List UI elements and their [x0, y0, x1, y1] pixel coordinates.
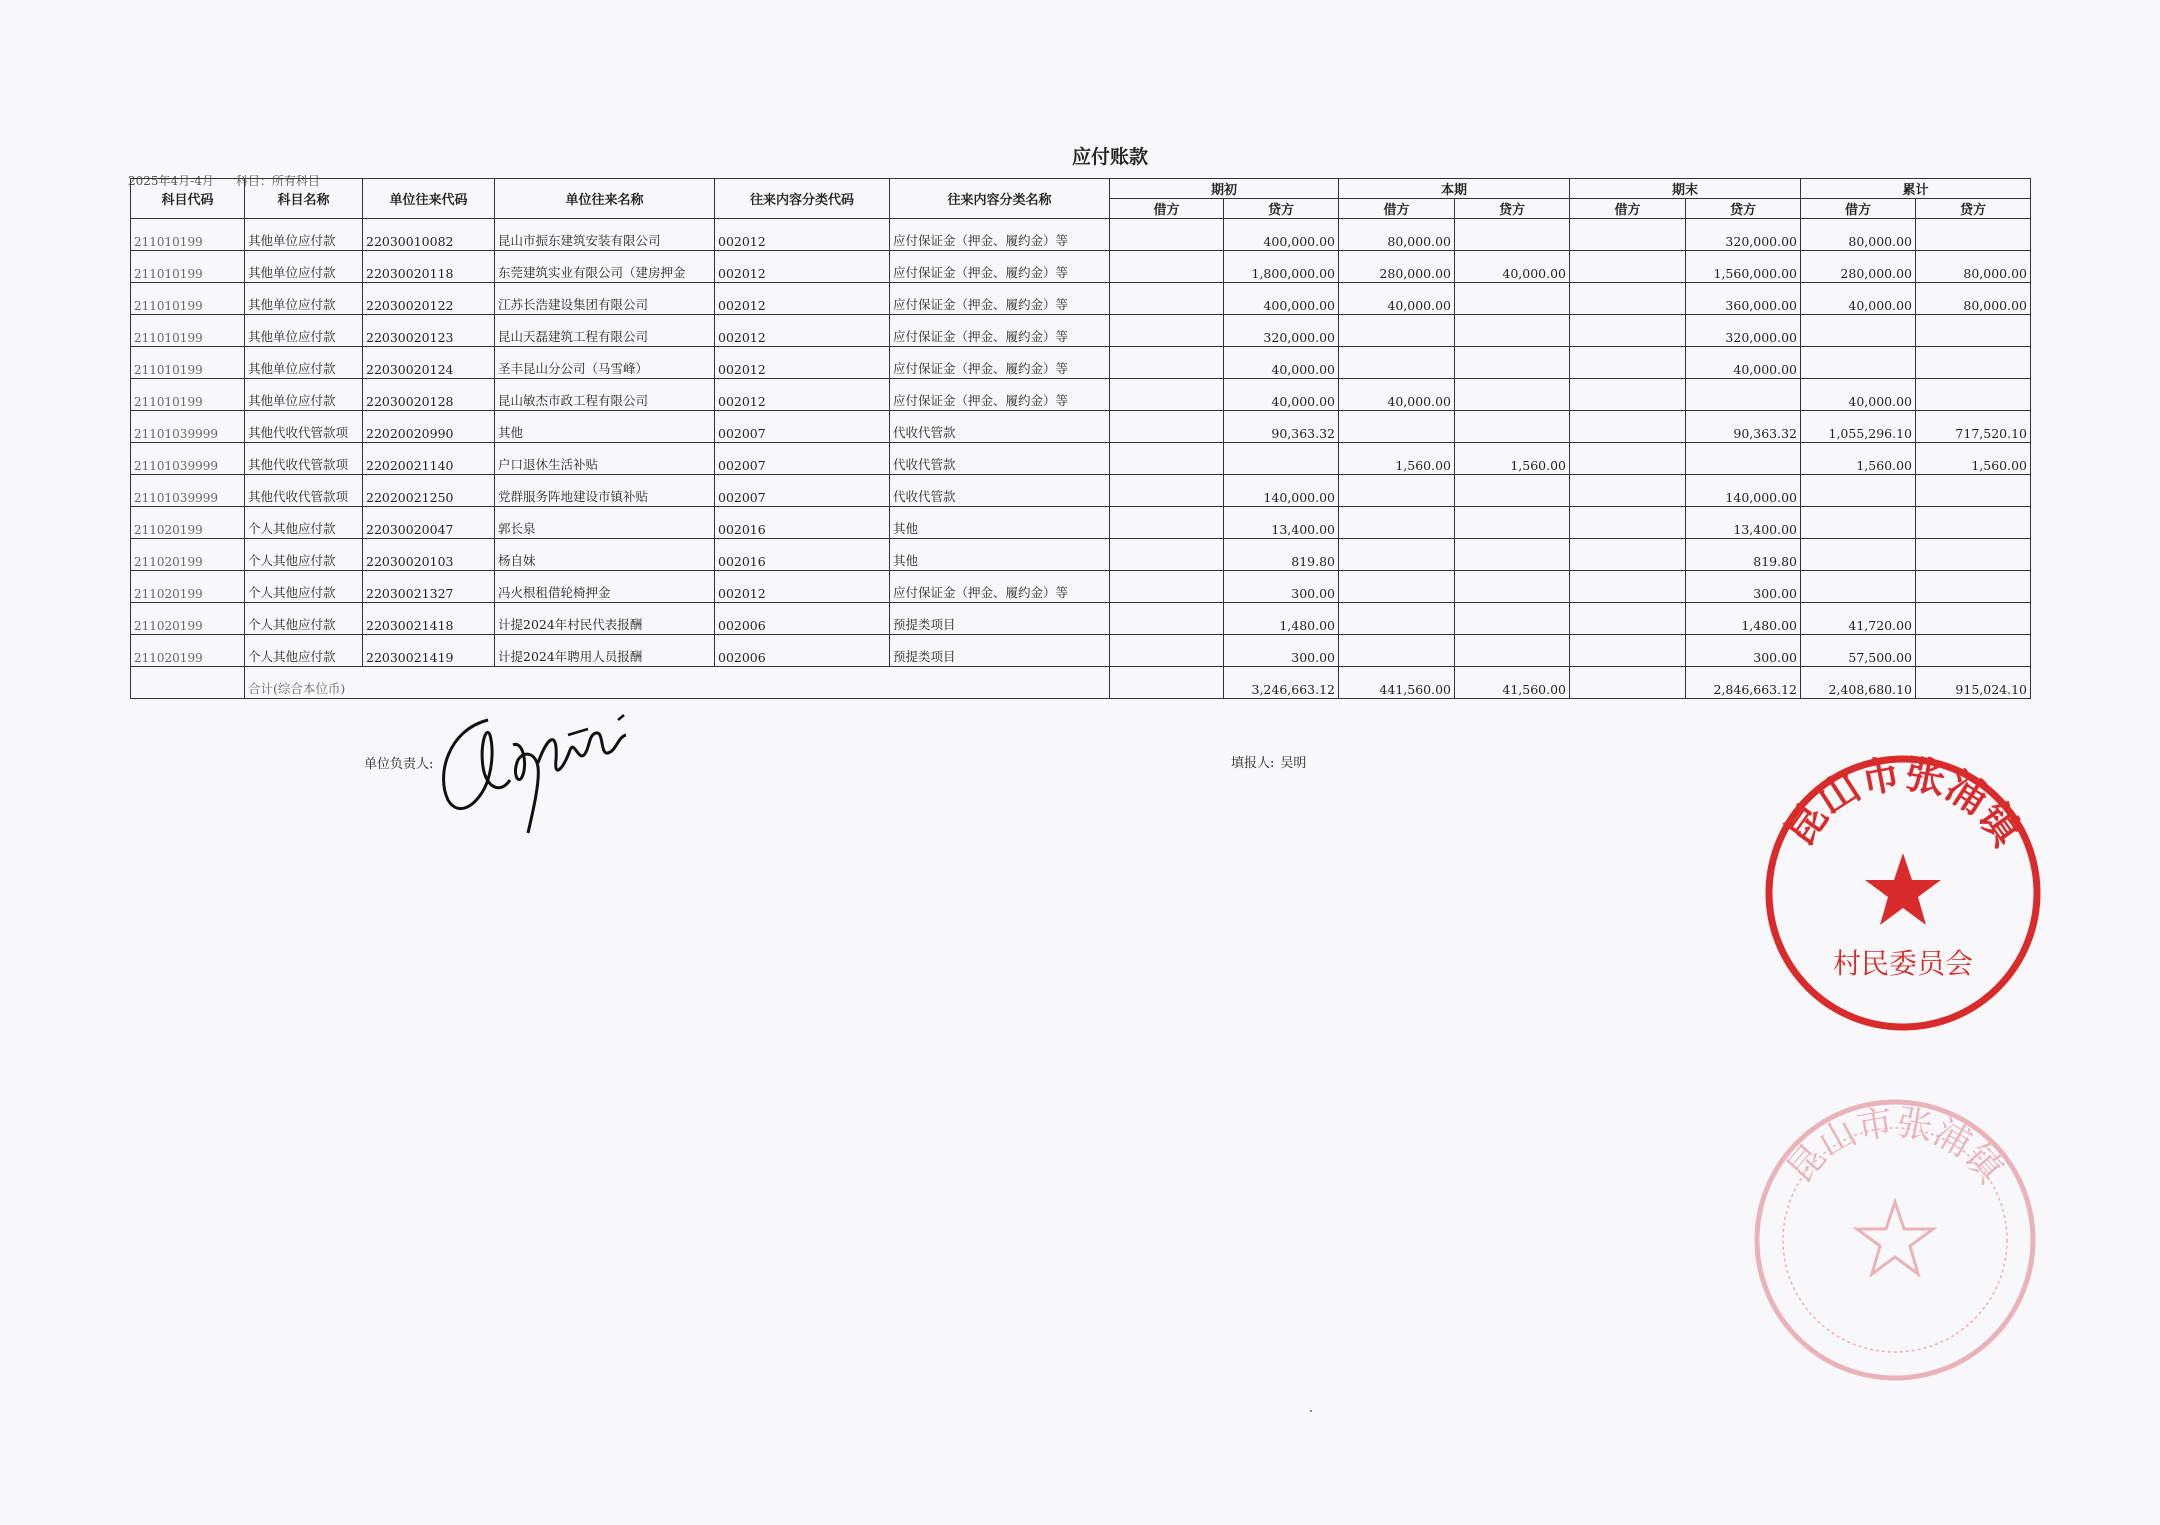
cell-end-dr	[1570, 379, 1686, 411]
cell-unit-code: 22030021419	[363, 635, 495, 667]
total-row	[131, 667, 2031, 699]
cell-cum-dr: 40,000.00	[1801, 379, 1916, 411]
table-row	[131, 475, 2031, 507]
cell-end-cr: 300.00	[1686, 635, 1801, 667]
cell-cum-cr	[1916, 347, 2031, 379]
cell-end-cr: 90,363.32	[1686, 411, 1801, 443]
cell-cat-name: 预提类项目	[890, 635, 1110, 667]
cell-end-cr	[1686, 379, 1801, 411]
cell-end-cr: 40,000.00	[1686, 347, 1801, 379]
cell-name: 个人其他应付款	[245, 507, 363, 539]
total-end-dr	[1570, 667, 1686, 699]
table-row	[131, 603, 2031, 635]
cell-cat-code: 002012	[715, 251, 890, 283]
cell-cum-cr	[1916, 219, 2031, 251]
col-cat-code: 往来内容分类代码	[715, 179, 890, 219]
cell-cur-cr	[1455, 603, 1570, 635]
cell-open-cr: 300.00	[1224, 571, 1339, 603]
cell-end-cr: 320,000.00	[1686, 219, 1801, 251]
cell-cat-code: 002012	[715, 283, 890, 315]
cell-name: 其他代收代管款项	[245, 475, 363, 507]
cell-code: 211020199	[131, 539, 245, 571]
cell-unit-name: 昆山天磊建筑工程有限公司	[495, 315, 715, 347]
cell-cum-cr	[1916, 635, 2031, 667]
total-open-dr	[1110, 667, 1224, 699]
cell-code: 211010199	[131, 283, 245, 315]
cell-cum-cr	[1916, 379, 2031, 411]
cell-cur-cr	[1455, 507, 1570, 539]
svg-text:昆山市张浦镇: 昆山市张浦镇	[1779, 1101, 2011, 1191]
cell-cur-dr	[1339, 475, 1455, 507]
cell-name: 个人其他应付款	[245, 635, 363, 667]
cell-open-cr	[1224, 443, 1339, 475]
cell-open-cr: 300.00	[1224, 635, 1339, 667]
cell-cat-code: 002016	[715, 539, 890, 571]
cell-unit-name: 计提2024年聘用人员报酬	[495, 635, 715, 667]
table-row	[131, 379, 2031, 411]
cell-open-dr	[1110, 251, 1224, 283]
cell-cur-dr	[1339, 571, 1455, 603]
cell-open-cr: 13,400.00	[1224, 507, 1339, 539]
cell-cum-dr	[1801, 347, 1916, 379]
cell-cur-dr	[1339, 539, 1455, 571]
cell-end-cr: 13,400.00	[1686, 507, 1801, 539]
col-subject-code: 科目代码	[131, 179, 245, 219]
total-label: 合计(综合本位币)	[245, 667, 1110, 699]
preparer-name: 吴明	[1280, 756, 1307, 771]
svg-text:昆山市张浦镇: 昆山市张浦镇	[1775, 749, 2031, 855]
cell-name: 个人其他应付款	[245, 539, 363, 571]
cell-cat-code: 002016	[715, 507, 890, 539]
cell-end-cr: 1,560,000.00	[1686, 251, 1801, 283]
cell-blank	[131, 667, 245, 699]
cell-code: 211010199	[131, 219, 245, 251]
cell-code: 211020199	[131, 635, 245, 667]
cell-cur-cr	[1455, 539, 1570, 571]
cell-end-cr: 819.80	[1686, 539, 1801, 571]
cell-name: 其他单位应付款	[245, 283, 363, 315]
total-cur-cr: 41,560.00	[1455, 667, 1570, 699]
cell-end-dr	[1570, 475, 1686, 507]
cell-end-cr: 140,000.00	[1686, 475, 1801, 507]
cell-cur-dr	[1339, 635, 1455, 667]
cell-code: 211010199	[131, 379, 245, 411]
handwritten-signature	[428, 705, 648, 840]
table-row	[131, 251, 2031, 283]
scan-dot	[1310, 1410, 1312, 1412]
cell-cur-cr	[1455, 571, 1570, 603]
header-row-1	[131, 179, 2031, 199]
cell-unit-code: 22020021250	[363, 475, 495, 507]
group-cumulative: 累计	[1801, 179, 2031, 199]
cell-open-dr	[1110, 283, 1224, 315]
cell-end-dr	[1570, 315, 1686, 347]
cell-code: 211010199	[131, 347, 245, 379]
cell-cum-dr: 41,720.00	[1801, 603, 1916, 635]
cell-cat-code: 002007	[715, 411, 890, 443]
cell-open-dr	[1110, 603, 1224, 635]
cell-unit-code: 22030021327	[363, 571, 495, 603]
table-row	[131, 571, 2031, 603]
cell-cum-cr	[1916, 315, 2031, 347]
cell-code: 211010199	[131, 251, 245, 283]
cell-end-cr: 1,480.00	[1686, 603, 1801, 635]
ledger-body	[131, 219, 2031, 699]
cell-unit-name: 杨自妹	[495, 539, 715, 571]
cell-cum-dr	[1801, 475, 1916, 507]
ledger-table	[130, 178, 2031, 699]
faded-seal	[1745, 1090, 2045, 1390]
cell-unit-name: 昆山市振东建筑安装有限公司	[495, 219, 715, 251]
cell-name: 其他代收代管款项	[245, 411, 363, 443]
cell-cur-dr: 40,000.00	[1339, 283, 1455, 315]
cell-cur-cr	[1455, 347, 1570, 379]
cell-unit-code: 22030020124	[363, 347, 495, 379]
cell-cat-name: 应付保证金（押金、履约金）等	[890, 571, 1110, 603]
cell-unit-name: 计提2024年村民代表报酬	[495, 603, 715, 635]
cell-unit-name: 户口退休生活补贴	[495, 443, 715, 475]
cell-cur-cr	[1455, 219, 1570, 251]
cell-cat-name: 应付保证金（押金、履约金）等	[890, 219, 1110, 251]
cell-name: 其他单位应付款	[245, 379, 363, 411]
cell-cur-cr	[1455, 315, 1570, 347]
cell-cur-cr	[1455, 635, 1570, 667]
cell-cat-code: 002007	[715, 443, 890, 475]
cell-code: 211020199	[131, 603, 245, 635]
cell-unit-name: 东莞建筑实业有限公司（建房押金	[495, 251, 715, 283]
cell-open-dr	[1110, 219, 1224, 251]
cell-cat-code: 002007	[715, 475, 890, 507]
table-row	[131, 507, 2031, 539]
cell-cat-code: 002012	[715, 571, 890, 603]
cell-cur-cr	[1455, 379, 1570, 411]
cell-end-dr	[1570, 411, 1686, 443]
cell-end-cr: 300.00	[1686, 571, 1801, 603]
cell-code: 211020199	[131, 507, 245, 539]
cell-cat-code: 002012	[715, 219, 890, 251]
cell-cur-cr	[1455, 475, 1570, 507]
cell-cat-code: 002012	[715, 379, 890, 411]
official-seal	[1758, 748, 2048, 1038]
col-unit-code: 单位往来代码	[363, 179, 495, 219]
cell-cum-dr	[1801, 539, 1916, 571]
preparer-field	[1225, 752, 1306, 771]
cell-cum-cr	[1916, 507, 2031, 539]
cell-unit-code: 22030020122	[363, 283, 495, 315]
cell-cur-dr	[1339, 347, 1455, 379]
cell-cat-name: 代收代管款	[890, 443, 1110, 475]
col-credit: 贷方	[1686, 199, 1801, 219]
cell-unit-code: 22030020103	[363, 539, 495, 571]
group-closing: 期末	[1570, 179, 1801, 199]
cell-end-dr	[1570, 443, 1686, 475]
cell-cum-dr: 280,000.00	[1801, 251, 1916, 283]
cell-cat-name: 代收代管款	[890, 475, 1110, 507]
total-open-cr: 3,246,663.12	[1224, 667, 1339, 699]
cell-cum-cr: 80,000.00	[1916, 251, 2031, 283]
col-debit: 借方	[1110, 199, 1224, 219]
col-credit: 贷方	[1916, 199, 2031, 219]
col-cat-name: 往来内容分类名称	[890, 179, 1110, 219]
cell-cum-cr	[1916, 539, 2031, 571]
cell-cum-cr	[1916, 603, 2031, 635]
cell-open-dr	[1110, 635, 1224, 667]
cell-name: 其他单位应付款	[245, 219, 363, 251]
table-row	[131, 219, 2031, 251]
cell-name: 其他单位应付款	[245, 315, 363, 347]
cell-cur-dr: 1,560.00	[1339, 443, 1455, 475]
cell-open-dr	[1110, 475, 1224, 507]
cell-open-cr: 140,000.00	[1224, 475, 1339, 507]
cell-name: 其他单位应付款	[245, 251, 363, 283]
cell-cur-dr	[1339, 603, 1455, 635]
cell-cum-dr	[1801, 507, 1916, 539]
total-cur-dr: 441,560.00	[1339, 667, 1455, 699]
cell-cat-code: 002012	[715, 347, 890, 379]
cell-open-dr	[1110, 315, 1224, 347]
cell-cat-name: 预提类项目	[890, 603, 1110, 635]
cell-cum-cr	[1916, 571, 2031, 603]
cell-unit-name: 郭长泉	[495, 507, 715, 539]
cell-cum-dr: 1,055,296.10	[1801, 411, 1916, 443]
total-cum-cr: 915,024.10	[1916, 667, 2031, 699]
cell-cat-name: 应付保证金（押金、履约金）等	[890, 251, 1110, 283]
cell-cur-dr: 280,000.00	[1339, 251, 1455, 283]
cell-unit-code: 22030020128	[363, 379, 495, 411]
col-debit: 借方	[1339, 199, 1455, 219]
cell-open-dr	[1110, 443, 1224, 475]
cell-end-dr	[1570, 571, 1686, 603]
cell-cat-code: 002006	[715, 603, 890, 635]
cell-unit-code: 22030010082	[363, 219, 495, 251]
cell-unit-name: 圣丰昆山分公司（马雪峰）	[495, 347, 715, 379]
cell-cum-dr: 40,000.00	[1801, 283, 1916, 315]
cell-open-dr	[1110, 379, 1224, 411]
total-end-cr: 2,846,663.12	[1686, 667, 1801, 699]
cell-name: 其他单位应付款	[245, 347, 363, 379]
responsible-label: 单位负责人:	[364, 757, 434, 772]
cell-cur-dr	[1339, 315, 1455, 347]
cell-cat-name: 应付保证金（押金、履约金）等	[890, 315, 1110, 347]
cell-cum-cr: 80,000.00	[1916, 283, 2031, 315]
cell-unit-name: 江苏长浩建设集团有限公司	[495, 283, 715, 315]
cell-open-cr: 1,480.00	[1224, 603, 1339, 635]
cell-code: 21101039999	[131, 411, 245, 443]
cell-cat-name: 代收代管款	[890, 411, 1110, 443]
cell-end-dr	[1570, 283, 1686, 315]
table-row	[131, 539, 2031, 571]
cell-cat-name: 应付保证金（押金、履约金）等	[890, 379, 1110, 411]
cell-open-cr: 819.80	[1224, 539, 1339, 571]
cell-cat-name: 其他	[890, 507, 1110, 539]
cell-open-cr: 40,000.00	[1224, 347, 1339, 379]
cell-open-cr: 400,000.00	[1224, 283, 1339, 315]
cell-unit-code: 22030020118	[363, 251, 495, 283]
cell-unit-name: 昆山敏杰市政工程有限公司	[495, 379, 715, 411]
cell-name: 其他代收代管款项	[245, 443, 363, 475]
cell-cur-dr	[1339, 507, 1455, 539]
cell-cum-dr: 80,000.00	[1801, 219, 1916, 251]
cell-cur-dr: 80,000.00	[1339, 219, 1455, 251]
cell-end-dr	[1570, 507, 1686, 539]
subject-text: 科目：所有科目	[235, 174, 320, 188]
table-row	[131, 411, 2031, 443]
total-cum-dr: 2,408,680.10	[1801, 667, 1916, 699]
cell-cur-cr: 1,560.00	[1455, 443, 1570, 475]
cell-end-dr	[1570, 603, 1686, 635]
cell-unit-code: 22020020990	[363, 411, 495, 443]
table-row	[131, 315, 2031, 347]
table-row	[131, 283, 2031, 315]
cell-end-cr: 360,000.00	[1686, 283, 1801, 315]
cell-cat-name: 应付保证金（押金、履约金）等	[890, 283, 1110, 315]
cell-cat-code: 002012	[715, 315, 890, 347]
cell-unit-code: 22030020047	[363, 507, 495, 539]
cell-name: 个人其他应付款	[245, 603, 363, 635]
cell-name: 个人其他应付款	[245, 571, 363, 603]
cell-code: 211020199	[131, 571, 245, 603]
cell-end-dr	[1570, 539, 1686, 571]
cell-end-dr	[1570, 635, 1686, 667]
cell-cur-cr: 40,000.00	[1455, 251, 1570, 283]
col-credit: 贷方	[1455, 199, 1570, 219]
period-text: 2025年4月-4月	[128, 174, 214, 188]
col-subject-name: 科目名称	[245, 179, 363, 219]
table-row	[131, 347, 2031, 379]
cell-end-dr	[1570, 251, 1686, 283]
cell-code: 211010199	[131, 315, 245, 347]
group-opening: 期初	[1110, 179, 1339, 199]
cell-unit-name: 其他	[495, 411, 715, 443]
cell-open-cr: 1,800,000.00	[1224, 251, 1339, 283]
cell-cat-name: 其他	[890, 539, 1110, 571]
cell-cum-dr	[1801, 315, 1916, 347]
table-row	[131, 443, 2031, 475]
cell-cur-dr	[1339, 411, 1455, 443]
cell-cum-dr	[1801, 571, 1916, 603]
svg-text:村民委员会: 村民委员会	[1832, 947, 1974, 980]
cell-open-dr	[1110, 571, 1224, 603]
cell-unit-code: 22020021140	[363, 443, 495, 475]
cell-cat-code: 002006	[715, 635, 890, 667]
cell-open-cr: 320,000.00	[1224, 315, 1339, 347]
cell-cum-dr: 57,500.00	[1801, 635, 1916, 667]
cell-unit-code: 22030021418	[363, 603, 495, 635]
cell-end-dr	[1570, 347, 1686, 379]
cell-open-cr: 90,363.32	[1224, 411, 1339, 443]
col-debit: 借方	[1801, 199, 1916, 219]
col-debit: 借方	[1570, 199, 1686, 219]
group-current: 本期	[1339, 179, 1570, 199]
cell-cur-cr	[1455, 283, 1570, 315]
preparer-label: 填报人:	[1231, 756, 1275, 771]
cell-code: 21101039999	[131, 443, 245, 475]
col-credit: 贷方	[1224, 199, 1339, 219]
cell-cum-cr: 717,520.10	[1916, 411, 2031, 443]
cell-open-dr	[1110, 539, 1224, 571]
cell-cur-cr	[1455, 411, 1570, 443]
cell-unit-name: 冯火根租借轮椅押金	[495, 571, 715, 603]
cell-unit-name: 党群服务阵地建设市镇补贴	[495, 475, 715, 507]
cell-open-cr: 40,000.00	[1224, 379, 1339, 411]
cell-end-dr	[1570, 219, 1686, 251]
cell-end-cr: 320,000.00	[1686, 315, 1801, 347]
cell-open-cr: 400,000.00	[1224, 219, 1339, 251]
cell-cur-dr: 40,000.00	[1339, 379, 1455, 411]
table-row	[131, 635, 2031, 667]
col-unit-name: 单位往来名称	[495, 179, 715, 219]
cell-end-cr	[1686, 443, 1801, 475]
cell-cum-cr: 1,560.00	[1916, 443, 2031, 475]
cell-cum-cr	[1916, 475, 2031, 507]
cell-open-dr	[1110, 507, 1224, 539]
cell-code: 21101039999	[131, 475, 245, 507]
cell-cum-dr: 1,560.00	[1801, 443, 1916, 475]
cell-open-dr	[1110, 347, 1224, 379]
cell-unit-code: 22030020123	[363, 315, 495, 347]
report-title: 应付账款	[1071, 146, 1148, 168]
cell-open-dr	[1110, 411, 1224, 443]
cell-cat-name: 应付保证金（押金、履约金）等	[890, 347, 1110, 379]
